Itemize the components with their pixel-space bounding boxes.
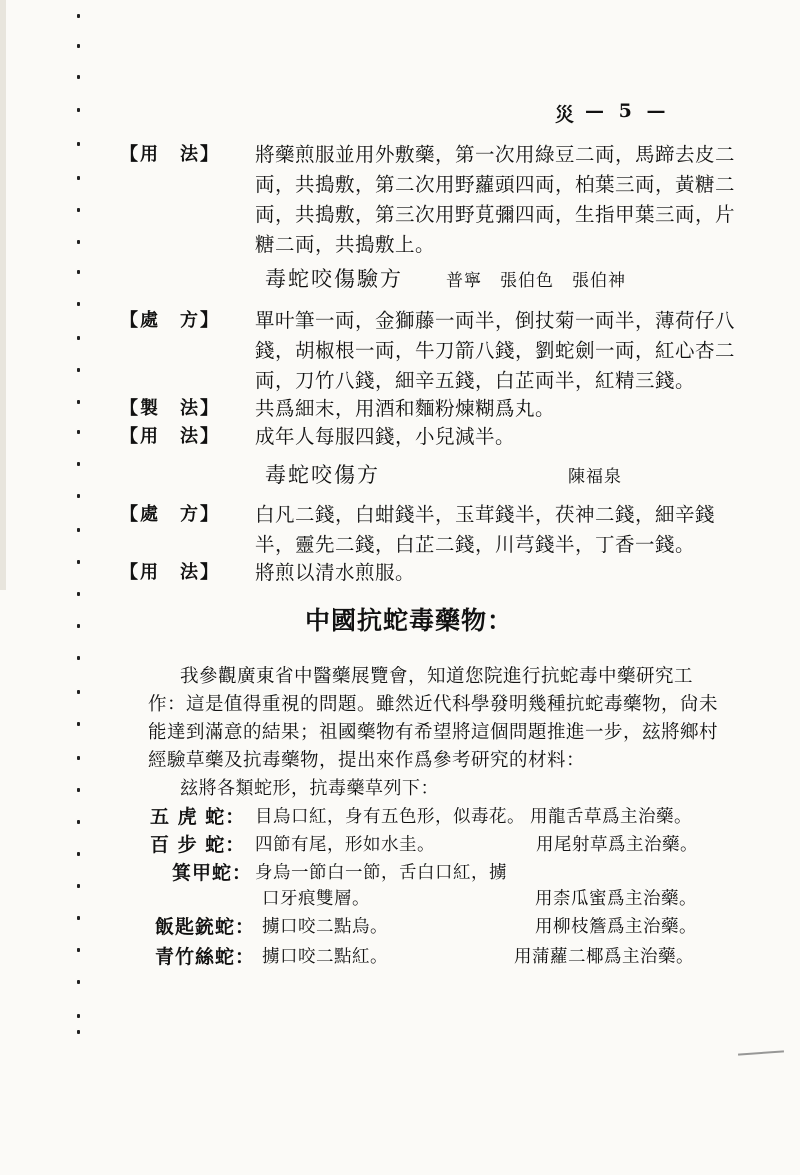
usage-tag: 【用 法】 [120,562,220,583]
recipe-title: 毒蛇咬傷驗方 [265,267,403,291]
usage-line: 両，共搗敷，第二次用野蘿頭四両，柏葉三両，黃糖二 [255,173,736,196]
snake-desc: 擄口咬二點烏。 [262,917,388,937]
snake-medicine: 用柰瓜蜜爲主治藥。 [535,889,697,909]
snake-desc: 目烏口紅，身有五色形，似毒花。 [255,807,525,827]
preparation-text: 共爲細末，用酒和麵粉煉糊爲丸。 [255,397,556,420]
snake-name: 青竹絲蛇： [155,946,256,968]
usage-tag: 【用 法】 [120,144,220,165]
paragraph-line: 經驗草藥及抗毒藥物，提出來作爲參考研究的材料： [148,750,586,771]
snake-desc: 擄口咬二點紅。 [262,947,388,967]
snake-desc: 四節有尾，形如水圭。 [255,835,435,855]
snake-name: 百 步 蛇： [150,834,246,856]
snake-medicine: 用龍舌草爲主治藥。 [530,807,692,827]
prescription-tag: 【處 方】 [120,310,220,331]
page-number: — 5 — [585,100,670,122]
prescription-line: 單叶筆一両，金獅藤一両半，倒扙菊一両半，薄荷仔八 [255,309,736,332]
snake-medicine: 用柳枝簷爲主治藥。 [535,917,697,937]
paragraph-line: 我參觀廣東省中醫藥展覽會，知道您院進行抗蛇毒中藥研究工 [180,666,694,687]
section-heading: 中國抗蛇毒藥物： [305,606,514,635]
paragraph-line: 能達到滿意的結果；祖國藥物有希望將這個問題推進一步，玆將鄉村 [148,722,719,743]
snake-desc-cont: 口牙痕雙層。 [262,889,370,909]
usage-text: 成年人每服四錢，小兒減半。 [255,425,516,448]
recipe-title: 毒蛇咬傷方 [265,463,380,487]
snake-medicine: 用蒲蘿二椰爲主治藥。 [514,947,694,967]
snake-medicine: 用尾射草爲主治藥。 [536,835,698,855]
usage-text: 將煎以清水煎服。 [255,561,416,584]
section-char: 災 [555,104,579,126]
usage-tag: 【用 法】 [120,426,220,447]
snake-name: 五 虎 蛇： [150,806,246,828]
preparation-tag: 【製 法】 [120,398,220,419]
snake-name: 箕甲蛇： [172,862,253,884]
scan-edge [0,0,6,590]
prescription-line: 白凡二錢，白蚶錢半，玉茸錢半，茯神二錢，細辛錢 [255,503,716,526]
recipe-authors: 普寧 張伯色 張伯神 [446,271,626,291]
prescription-line: 半，靈先二錢，白芷二錢，川芎錢半，丁香一錢。 [255,533,696,556]
prescription-tag: 【處 方】 [120,504,220,525]
paragraph-line: 作：這是值得重視的問題。雖然近代科學發明幾種抗蛇毒藥物，尙未 [148,694,719,715]
ink-smudge [738,1050,784,1055]
recipe-authors: 陳福泉 [568,467,622,487]
usage-line: 將藥煎服並用外敷藥，第一次用綠豆二両，馬蹄去皮二 [255,143,736,166]
snake-name: 飯匙銃蛇： [155,916,256,938]
usage-line: 両，共搗敷，第三次用野莧彌四両，生指甲葉三両，片 [255,203,736,226]
snake-list-intro: 玆將各類蛇形，抗毒藥草列下： [180,778,439,799]
prescription-line: 両，刀竹八錢，細辛五錢，白芷両半，紅精三錢。 [255,369,696,392]
snake-desc: 身烏一節白一節，舌白口紅，擄 [255,863,507,883]
usage-line: 糖二両，共搗敷上。 [255,233,436,256]
prescription-line: 錢，胡椒根一両，牛刀箭八錢，劉蛇劍一両，紅心杏二 [255,339,736,362]
